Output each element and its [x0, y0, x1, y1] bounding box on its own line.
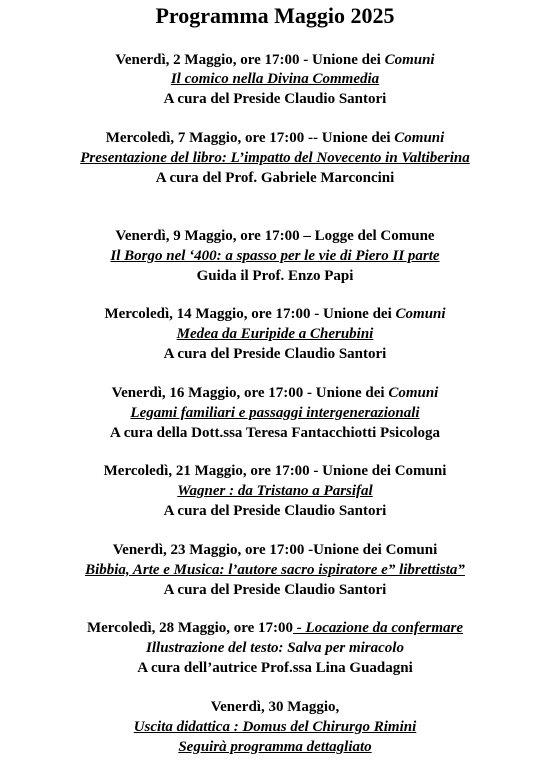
event-host: A cura del Preside Claudio Santori: [163, 91, 387, 107]
event-heading: Venerdì, 2 Maggio, ore 17:00 - Unione dei Comuni: [115, 52, 435, 68]
event-heading: Venerdì, 23 Maggio, ore 17:00 -Unione dei Comuni: [112, 542, 438, 558]
event-topic: Medea da Euripide a Cherubini: [176, 326, 374, 342]
event-host: A cura della Dott.ssa Teresa Fantacchiotti Psicologa: [109, 425, 441, 441]
page-title: Programma Maggio 2025: [155, 3, 395, 28]
event-host: A cura dell’autrice Prof.ssa Lina Guadagni: [137, 660, 413, 676]
event-topic: Legami familiari e passaggi intergenerazionali: [130, 405, 420, 421]
event-heading: Venerdì, 30 Maggio,: [210, 699, 340, 715]
event-topic: Uscita didattica : Domus del Chirurgo Rimini: [133, 719, 417, 735]
event-location-note: - Locazione da confermare: [293, 620, 464, 636]
event-host: A cura del Preside Claudio Santori: [163, 346, 387, 362]
event-topic: Il Borgo nel ‘400: a spasso per le vie di Piero II parte: [110, 248, 440, 264]
event-heading: Venerdì, 16 Maggio, ore 17:00 - Unione dei Comuni: [111, 385, 439, 401]
event-host: Guida il Prof. Enzo Papi: [196, 268, 354, 284]
event-heading: Mercoledì, 14 Maggio, ore 17:00 - Unione dei Comuni: [104, 306, 446, 322]
event-topic: Bibbia, Arte e Musica: l’autore sacro ispiratore e” librettista”: [85, 562, 465, 578]
event-host: Seguirà programma dettagliato: [178, 739, 372, 755]
event-heading: Mercoledì, 21 Maggio, ore 17:00 - Unione dei Comuni: [103, 463, 447, 479]
event-heading: Mercoledì, 28 Maggio, ore 17:00 - Locazione da confermare: [86, 620, 464, 636]
event-topic: Wagner : da Tristano a Parsifal: [177, 483, 373, 499]
event-host: A cura del Prof. Gabriele Marconcini: [155, 170, 395, 186]
event-heading: Mercoledì, 7 Maggio, ore 17:00 -- Unione dei Comuni: [105, 130, 445, 146]
event-host: A cura del Preside Claudio Santori: [163, 503, 387, 519]
event-topic: Illustrazione del testo: Salva per miracolo: [146, 640, 404, 656]
event-topic: Il comico nella Divina Commedia: [170, 71, 380, 87]
event-heading: Venerdì, 9 Maggio, ore 17:00 – Logge del Comune: [115, 228, 435, 244]
event-host: A cura del Preside Claudio Santori: [163, 582, 387, 598]
event-topic: Presentazione del libro: L’impatto del Novecento in Valtiberina: [80, 150, 470, 166]
